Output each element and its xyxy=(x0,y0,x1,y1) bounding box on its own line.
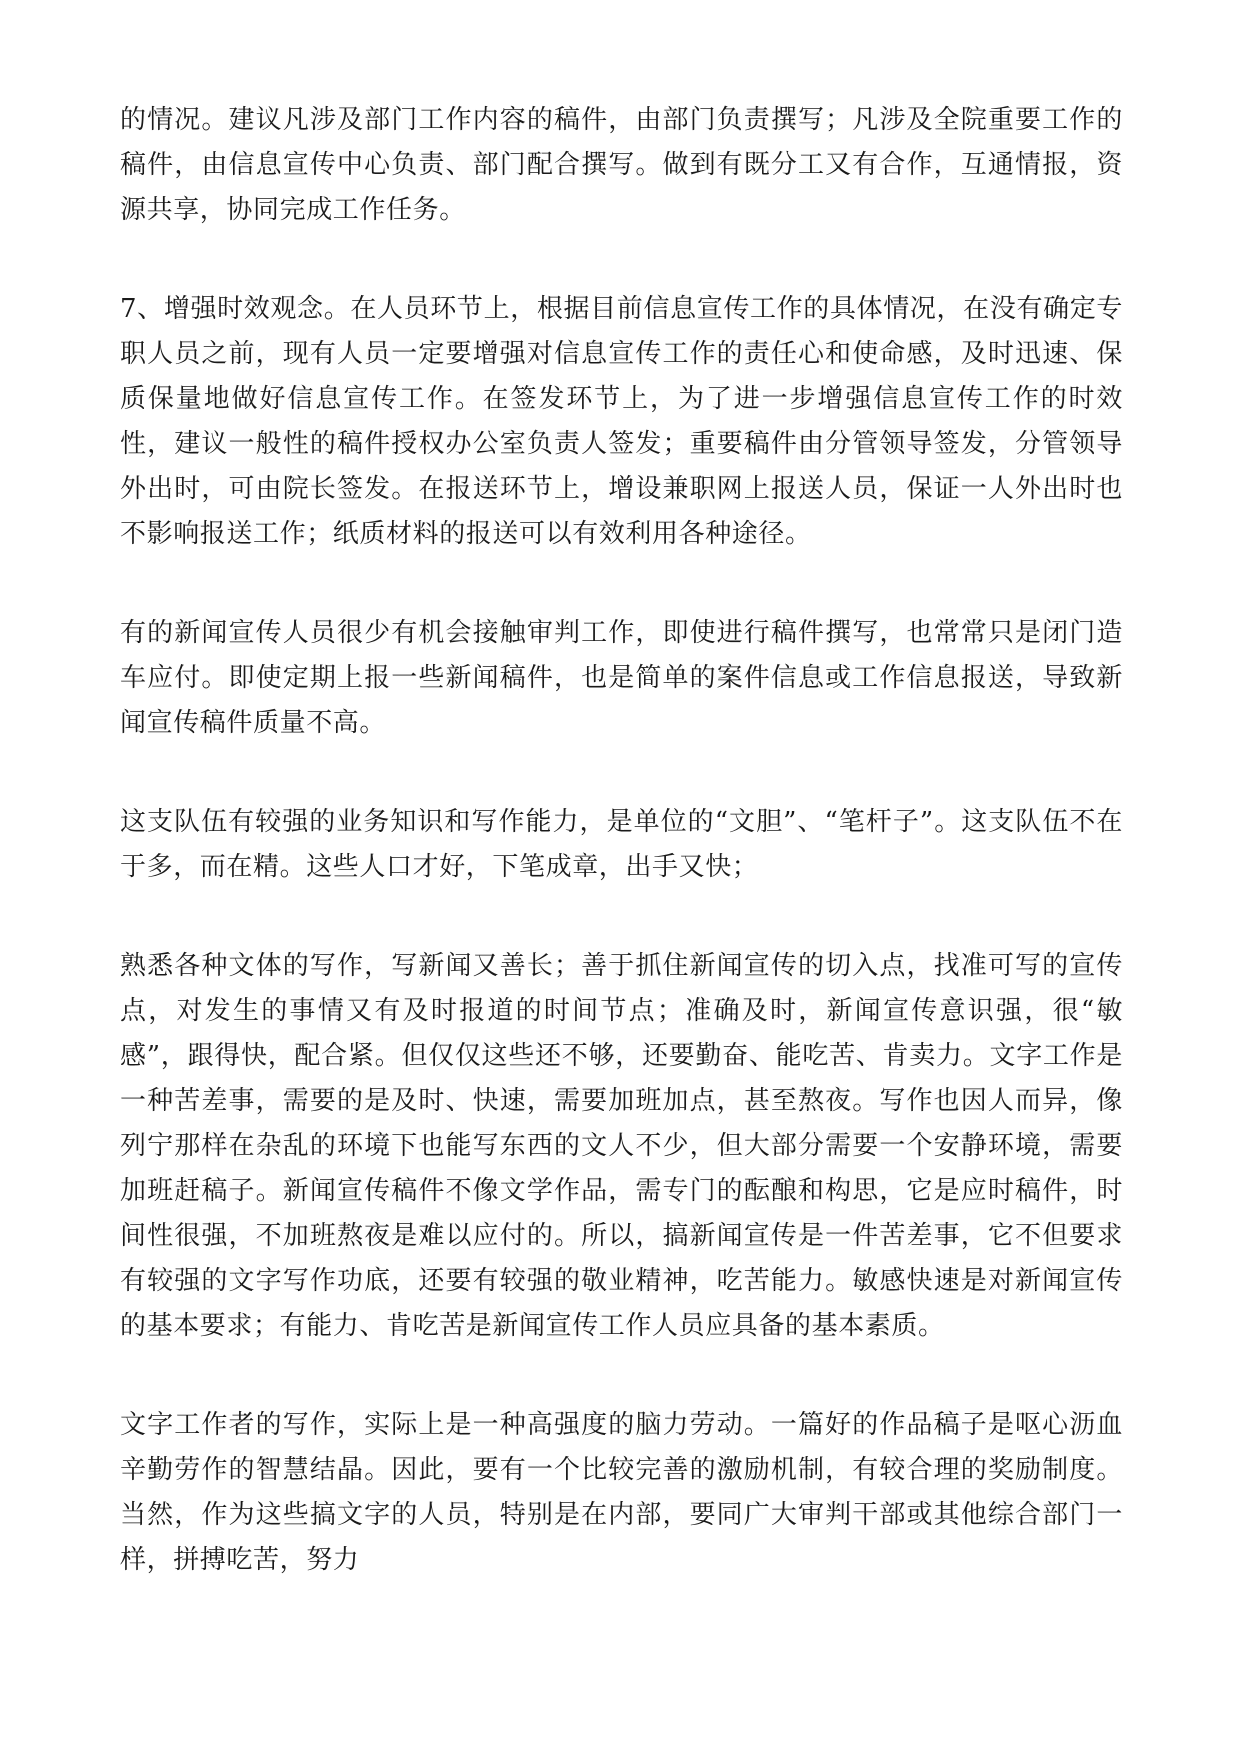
paragraph: 熟悉各种文体的写作，写新闻又善长；善于抓住新闻宣传的切入点，找准可写的宣传点，对发生的事情又有及时报道的时间节点；准确及时，新闻宣传意识强，很“敏感”，跟得快，配合紧。但仅仅这些还不够，还要勤奋、能吃苦、肯卖力。文字工作是一种苦差事，需要的是及时、快速，需要加班加点，甚至熬夜。写作也因人而异，像列宁那样在杂乱的环境下也能写东西的文人不少，但大部分需要一个安静环境，需要加班赶稿子。新闻宣传稿件不像文学作品，需专门的酝酿和构思，它是应时稿件，时间性很强，不加班熬夜是难以应付的。所以，搞新闻宣传是一件苦差事，它不但要求有较强的文字写作功底，还要有较强的敬业精神，吃苦能力。敏感快速是对新闻宣传的基本要求；有能力、肯吃苦是新闻宣传工作人员应具备的基本素质。 xyxy=(120,951,1123,1341)
paragraph: 有的新闻宣传人员很少有机会接触审判工作，即使进行稿件撰写，也常常只是闭门造车应付。即使定期上报一些新闻稿件，也是简单的案件信息或工作信息报送，导致新闻宣传稿件质量不高。 xyxy=(120,618,1123,738)
paragraph: 这支队伍有较强的业务知识和写作能力，是单位的“文胆”、“笔杆子”。这支队伍不在于多，而在精。这些人口才好，下笔成章，出手又快； xyxy=(120,807,1123,882)
document-page xyxy=(120,98,1123,1583)
paragraph: 文字工作者的写作，实际上是一种高强度的脑力劳动。一篇好的作品稿子是呕心沥血辛勤劳作的智慧结晶。因此，要有一个比较完善的激励机制，有较合理的奖励制度。当然，作为这些搞文字的人员，特别是在内部，要同广大审判干部或其他综合部门一样，拼搏吃苦，努力 xyxy=(120,1410,1123,1575)
paragraph: 的情况。建议凡涉及部门工作内容的稿件，由部门负责撰写；凡涉及全院重要工作的稿件，由信息宣传中心负责、部门配合撰写。做到有既分工又有合作，互通情报，资源共享，协同完成工作任务。 xyxy=(120,105,1123,225)
paragraph: 7、增强时效观念。在人员环节上，根据目前信息宣传工作的具体情况，在没有确定专职人员之前，现有人员一定要增强对信息宣传工作的责任心和使命感，及时迅速、保质保量地做好信息宣传工作。在签发环节上，为了进一步增强信息宣传工作的时效性，建议一般性的稿件授权办公室负责人签发；重要稿件由分管领导签发，分管领导外出时，可由院长签发。在报送环节上，增设兼职网上报送人员，保证一人外出时也不影响报送工作；纸质材料的报送可以有效利用各种途径。 xyxy=(120,294,1123,549)
